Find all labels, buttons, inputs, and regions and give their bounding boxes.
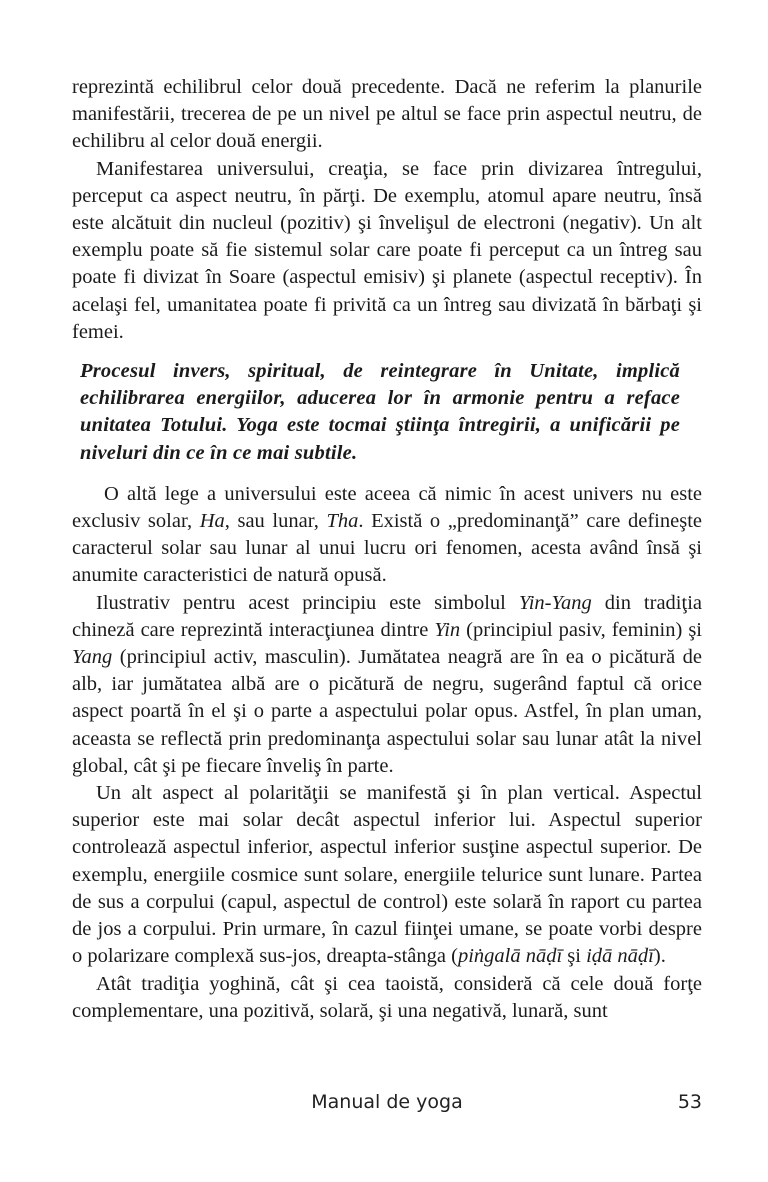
page-body xyxy=(72,74,702,1025)
running-title: Manual de yoga xyxy=(311,1091,463,1113)
text-run: şi xyxy=(562,945,587,968)
text-run: Un alt aspect al polarităţii se manifestă şi în plan vertical. Aspectul superior este mai solar decât aspectul inferior lui. Aspectul superior controlează aspectul inferior, aspectul inferior susţine aspectul superior. De exemplu, energiile cosmice sunt solare, energiile telurice sunt lunare. Partea de sus a corpului (capul, aspectul de control) este solară în raport cu partea de jos a corpului. Prin urmare, în cazul fiinţei umane, se poate vorbi despre o polarizare complexă sus-jos, dreapta-stânga ( xyxy=(72,782,702,968)
text-run: . Există o „predominanţă” care defineşte caracterul solar sau lunar al unui lucru ori fenomen, acesta având însă şi anumite caracteristici de natură opusă. xyxy=(72,510,702,587)
text-run: ). xyxy=(653,945,666,968)
text-run: Ilustrativ pentru acest principiu este simbolul xyxy=(96,591,519,614)
paragraph xyxy=(72,971,702,1025)
page-footer xyxy=(72,1091,702,1119)
text-run: (principiul activ, masculin). Jumătatea neagră are în ea o picătură de alb, iar jumătatea albă are o picătură de negru, sugerând faptul că orice aspect poartă în el şi o parte a aspectului polar opus. Astfel, în plan uman, aceasta se reflectă prin predominanţa aspectului solar sau lunar atât la nivel global, cât şi pe fiecare înveliş în parte. xyxy=(72,646,702,777)
block-quote xyxy=(80,358,680,467)
paragraph-continuation xyxy=(72,74,702,156)
term-tha: Tha xyxy=(326,510,359,533)
text-run: O altă lege a universului este aceea că nimic în acest univers nu este exclusiv solar, xyxy=(72,482,702,533)
paragraph xyxy=(72,590,702,780)
term-yang: Yang xyxy=(72,646,113,669)
quote-text: Procesul invers, spiritual, de reintegrare în Unitate, implică echilibrarea energiilor, aducerea lor în armonie pentru a reface unitatea Totului. Yoga este tocmai ştiinţa întregirii, a unificării pe niveluri din ce în ce mai subtile. xyxy=(80,360,680,464)
text-run: Manifestarea universului, creaţia, se face prin divizarea întregului, perceput ca aspect neutru, în părţi. De exemplu, atomul apare neutru, însă este alcătuit din nucleul (pozitiv) şi învelişul de electroni (negativ). Un alt exemplu poate să fie sistemul solar care poate fi perceput ca un întreg sau poate fi divizat în Soare (aspectul emisiv) şi planete (aspectul receptiv). În acelaşi fel, umanitatea poate fi privită ca un întreg sau divizată în bărbaţi şi femei. xyxy=(72,157,702,343)
term-yin: Yin xyxy=(434,618,461,641)
term-ida-nadi: iḍā nāḍī xyxy=(586,945,654,968)
text-run: (principiul pasiv, feminin) şi xyxy=(460,618,702,641)
paragraph xyxy=(72,156,702,346)
text-run: Atât tradiţia yoghină, cât şi cea taoistă, consideră că cele două forţe complementare, una pozitivă, solară, şi una negativă, lunară, sunt xyxy=(72,972,702,1022)
term-ha: Ha xyxy=(199,510,225,533)
term-yin-yang: Yin-Yang xyxy=(518,591,592,614)
paragraph xyxy=(72,481,702,590)
text-run: din tradiţia chineză care reprezintă interacţiunea dintre xyxy=(72,591,702,641)
paragraph xyxy=(72,780,702,970)
term-pingala-nadi: piṅgalā nāḍī xyxy=(457,945,563,968)
page-number: 53 xyxy=(677,1091,702,1113)
text-run: , sau lunar, xyxy=(224,510,327,533)
text-run: reprezintă echilibrul celor două precedente. Dacă ne referim la planurile manifestării, trecerea de pe un nivel pe altul se face prin aspectul neutru, de echilibru al celor două energii. xyxy=(72,76,702,153)
